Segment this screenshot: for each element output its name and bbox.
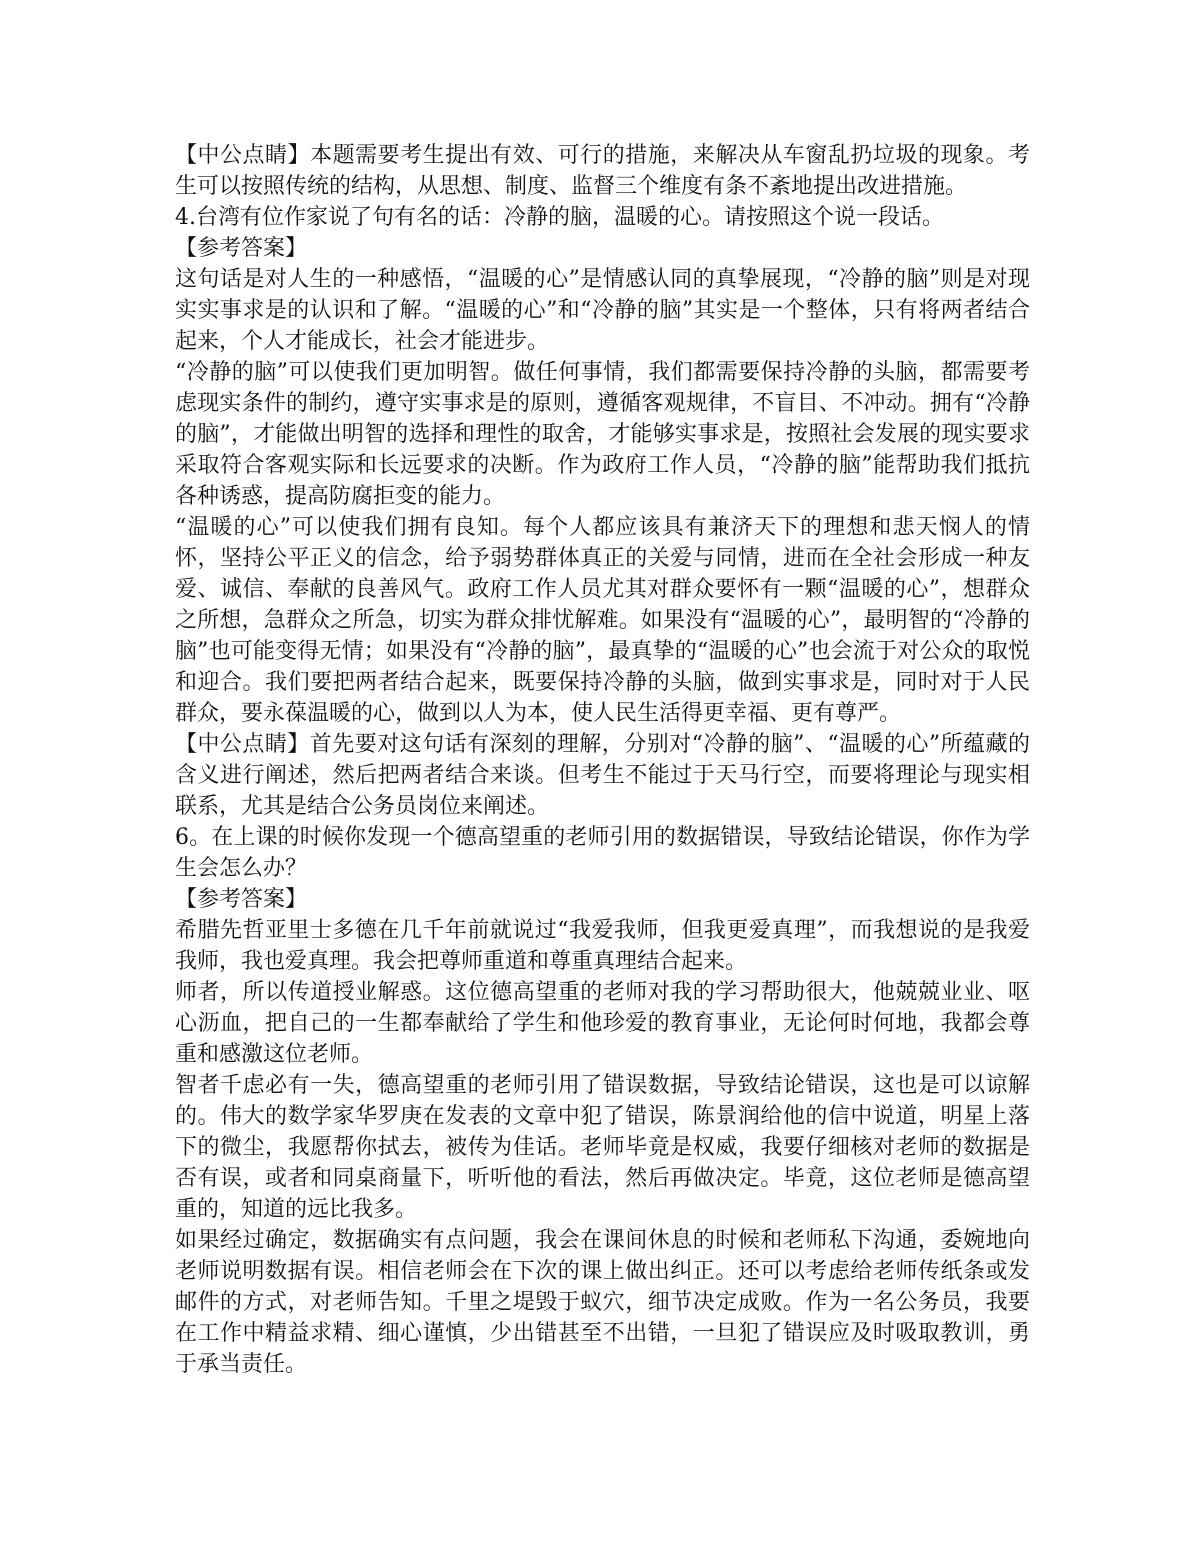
question-4: 4.台湾有位作家说了句有名的话：冷静的脑，温暖的心。请按照这个说一段话。	[175, 205, 944, 230]
answer-heading-1: 【参考答案】	[175, 236, 308, 261]
answer-paragraph: 这句话是对人生的一种感悟，“温暖的心”是情感认同的真挚展现，“冷静的脑”则是对现实实事求是的认识和了解。“温暖的心”和“冷静的脑”其实是一个整体，只有将两者结合起来，个人才能成长，社会才能进步。	[175, 267, 1030, 354]
answer-paragraph: 希腊先哲亚里士多德在几千年前就说过“我爱我师，但我更爱真理”，而我想说的是我爱我师，我也爱真理。我会把尊师重道和尊重真理结合起来。	[175, 918, 1030, 974]
question-6: 6。在上课的时候你发现一个德高望重的老师引用的数据错误，导致结论错误，你作为学生会怎么办？	[175, 825, 1030, 881]
paragraph-comment-1: 【中公点睛】本题需要考生提出有效、可行的措施，来解决从车窗乱扔垃圾的现象。考生可以按照传统的结构，从思想、制度、监督三个维度有条不紊地提出改进措施。	[175, 143, 1030, 199]
document-body	[175, 140, 1030, 1380]
answer-paragraph: 智者千虑必有一失，德高望重的老师引用了错误数据，导致结论错误，这也是可以谅解的。伟大的数学家华罗庚在发表的文章中犯了错误，陈景润给他的信中说道，明星上落下的微尘，我愿帮你拭去，被传为佳话。老师毕竟是权威，我要仔细核对老师的数据是否有误，或者和同桌商量下，听听他的看法，然后再做决定。毕竟，这位老师是德高望重的，知道的远比我多。	[175, 1073, 1030, 1222]
answer-heading-2: 【参考答案】	[175, 887, 308, 912]
paragraph-comment-2: 【中公点睛】首先要对这句话有深刻的理解，分别对“冷静的脑”、“温暖的心”所蕴藏的含义进行阐述，然后把两者结合来谈。但考生不能过于天马行空，而要将理论与现实相联系，尤其是结合公务员岗位来阐述。	[175, 732, 1030, 819]
answer-paragraph: 如果经过确定，数据确实有点问题，我会在课间休息的时候和老师私下沟通，委婉地向老师说明数据有误。相信老师会在下次的课上做出纠正。还可以考虑给老师传纸条或发邮件的方式，对老师告知。千里之堤毁于蚁穴，细节决定成败。作为一名公务员，我要在工作中精益求精、细心谨慎，少出错甚至不出错，一旦犯了错误应及时吸取教训，勇于承当责任。	[175, 1228, 1030, 1377]
answer-paragraph: 师者，所以传道授业解惑。这位德高望重的老师对我的学习帮助很大，他兢兢业业、呕心沥血，把自己的一生都奉献给了学生和他珍爱的教育事业，无论何时何地，我都会尊重和感激这位老师。	[175, 980, 1030, 1067]
answer-paragraph: “冷静的脑”可以使我们更加明智。做任何事情，我们都需要保持冷静的头脑，都需要考虑现实条件的制约，遵守实事求是的原则，遵循客观规律，不盲目、不冲动。拥有“冷静的脑”，才能做出明智的选择和理性的取舍，才能够实事求是，按照社会发展的现实要求采取符合客观实际和长远要求的决断。作为政府工作人员，“冷静的脑”能帮助我们抵抗各种诱惑，提高防腐拒变的能力。	[175, 360, 1030, 509]
answer-paragraph: “温暖的心”可以使我们拥有良知。每个人都应该具有兼济天下的理想和悲天悯人的情怀，坚持公平正义的信念，给予弱势群体真正的关爱与同情，进而在全社会形成一种友爱、诚信、奉献的良善风气。政府工作人员尤其对群众要怀有一颗“温暖的心”，想群众之所想，急群众之所急，切实为群众排忧解难。如果没有“温暖的心”，最明智的“冷静的脑”也可能变得无情；如果没有“冷静的脑”，最真挚的“温暖的心”也会流于对公众的取悦和迎合。我们要把两者结合起来，既要保持冷静的头脑，做到实事求是，同时对于人民群众，要永葆温暖的心，做到以人为本，使人民生活得更幸福、更有尊严。	[175, 515, 1030, 726]
